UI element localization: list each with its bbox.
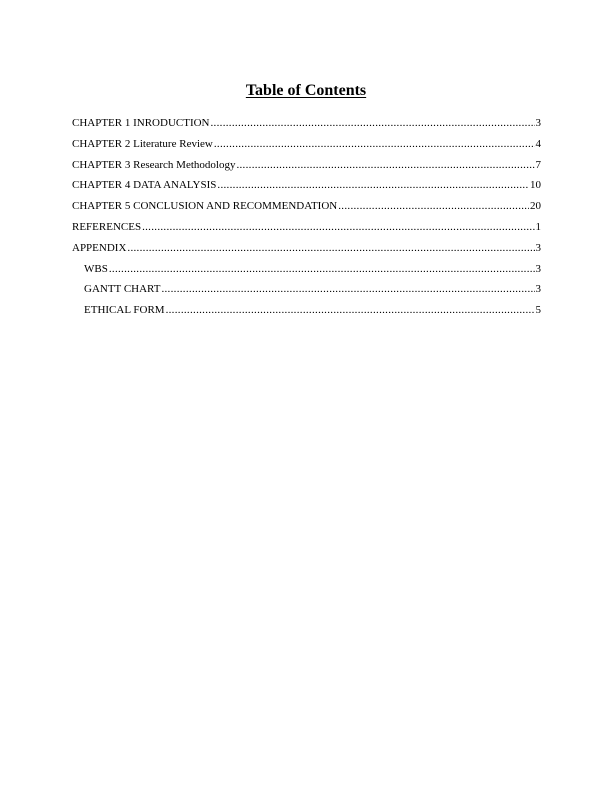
dot-leader [166,304,535,316]
toc-entry-page: 1 [535,220,541,233]
dot-leader [127,242,534,254]
dot-leader [142,221,534,233]
toc-entry-label: GANTT CHART [84,283,161,296]
dot-leader [338,200,529,212]
dot-leader [236,159,534,171]
toc-entry-label: REFERENCES [72,220,142,233]
toc-entry-label: CHAPTER 4 DATA ANALYSIS [72,179,217,192]
toc-entry-page: 7 [535,158,541,171]
toc-entry-page: 3 [535,241,541,254]
toc-entry-page: 4 [535,137,541,150]
dot-leader [161,283,534,295]
toc-entry-page: 3 [535,117,541,129]
toc-list [72,117,541,325]
toc-entry-ethical-form[interactable] [72,304,541,325]
toc-entry-label: CHAPTER 5 CONCLUSION AND RECOMMENDATION [72,200,338,213]
toc-entry-references[interactable] [72,221,541,242]
toc-entry-appendix[interactable] [72,242,541,263]
toc-entry-label: ETHICAL FORM [84,304,165,317]
toc-entry-label: CHAPTER 3 Research Methodology [72,158,236,171]
toc-entry-chapter-1[interactable] [72,117,541,138]
toc-entry-wbs[interactable] [72,263,541,284]
toc-entry-page: 10 [530,179,541,192]
toc-entry-label: APPENDIX [72,241,127,254]
dot-leader [217,179,529,191]
toc-title: Table of Contents [245,82,367,99]
dot-leader [109,263,535,275]
dot-leader [211,117,535,129]
toc-entry-label: CHAPTER 1 INRODUCTION [72,117,210,129]
toc-entry-label: CHAPTER 2 Literature Review [72,137,213,150]
toc-entry-page: 5 [535,304,541,317]
toc-entry-gantt-chart[interactable] [72,283,541,304]
toc-entry-chapter-4[interactable] [72,179,541,200]
toc-entry-chapter-2[interactable] [72,138,541,159]
toc-entry-page: 3 [535,262,541,275]
toc-entry-label: WBS [84,262,108,275]
toc-entry-page: 20 [530,200,541,213]
toc-entry-chapter-5[interactable] [72,200,541,221]
toc-entry-page: 3 [535,283,541,296]
toc-entry-chapter-3[interactable] [72,159,541,180]
dot-leader [214,138,535,150]
